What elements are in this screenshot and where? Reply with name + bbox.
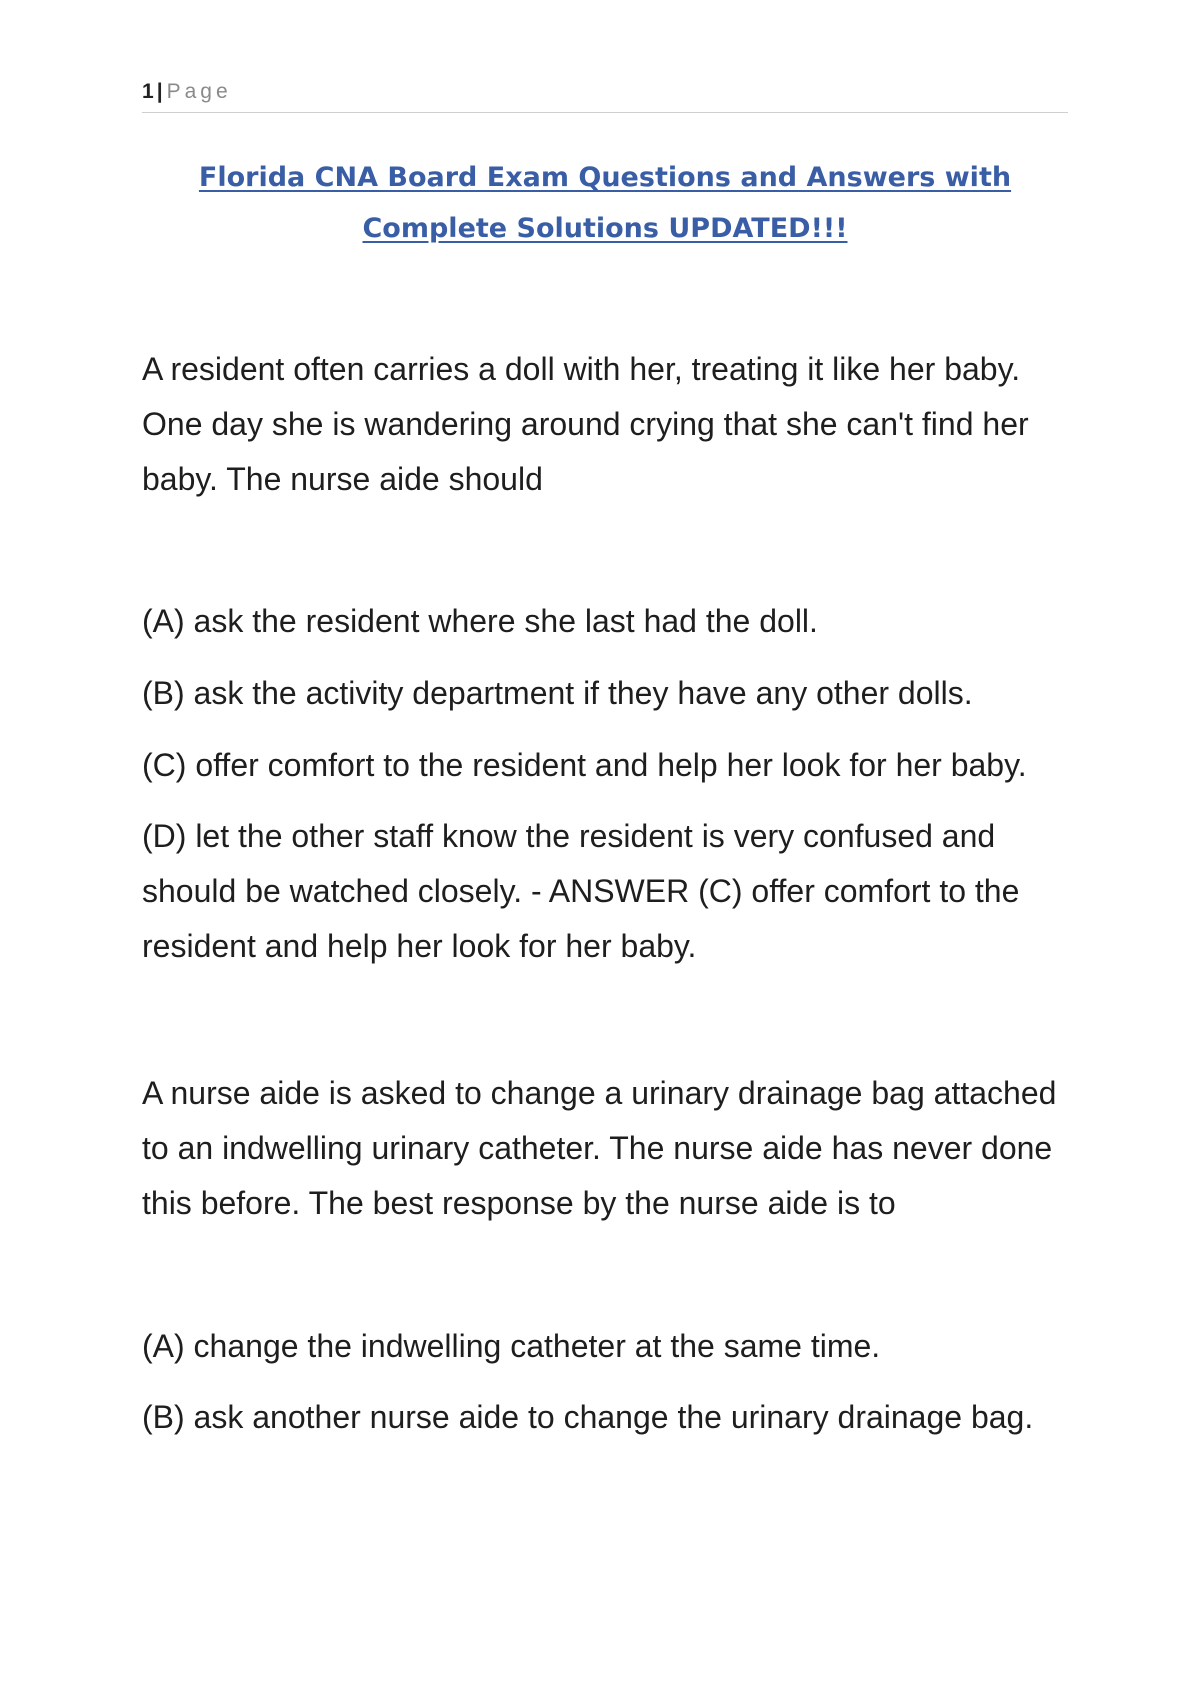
question-1-stem: A resident often carries a doll with her, treating it like her baby. One day she is wandering around crying that she can't find her baby. The nurse aide should [142, 351, 1029, 497]
document-title-line-2: Complete Solutions UPDATED!!! [362, 213, 848, 244]
question-1-option-a: (A) ask the resident where she last had the doll. [142, 603, 818, 639]
question-2-option-a: (A) change the indwelling catheter at the same time. [142, 1328, 881, 1364]
page-number: 1 [142, 80, 154, 103]
question-1-option-d-answer: (D) let the other staff know the resident is very confused and should be watched closely. - ANSWER (C) offer comfort to the resident and help her look for her baby. [142, 818, 1020, 964]
page-label: Page [166, 80, 232, 103]
question-1-option-c: (C) offer comfort to the resident and help her look for her baby. [142, 747, 1027, 783]
question-1-option-b: (B) ask the activity department if they have any other dolls. [142, 675, 973, 711]
page-header [142, 78, 1068, 113]
page-separator: | [156, 80, 163, 103]
document-title [142, 152, 1068, 254]
question-2-stem: A nurse aide is asked to change a urinary drainage bag attached to an indwelling urinary catheter. The nurse aide has never done this before. The best response by the nurse aide is to [142, 1075, 1057, 1221]
question-2-option-b: (B) ask another nurse aide to change the urinary drainage bag. [142, 1399, 1034, 1435]
document-title-line-1: Florida CNA Board Exam Questions and Answers with [198, 162, 1012, 193]
